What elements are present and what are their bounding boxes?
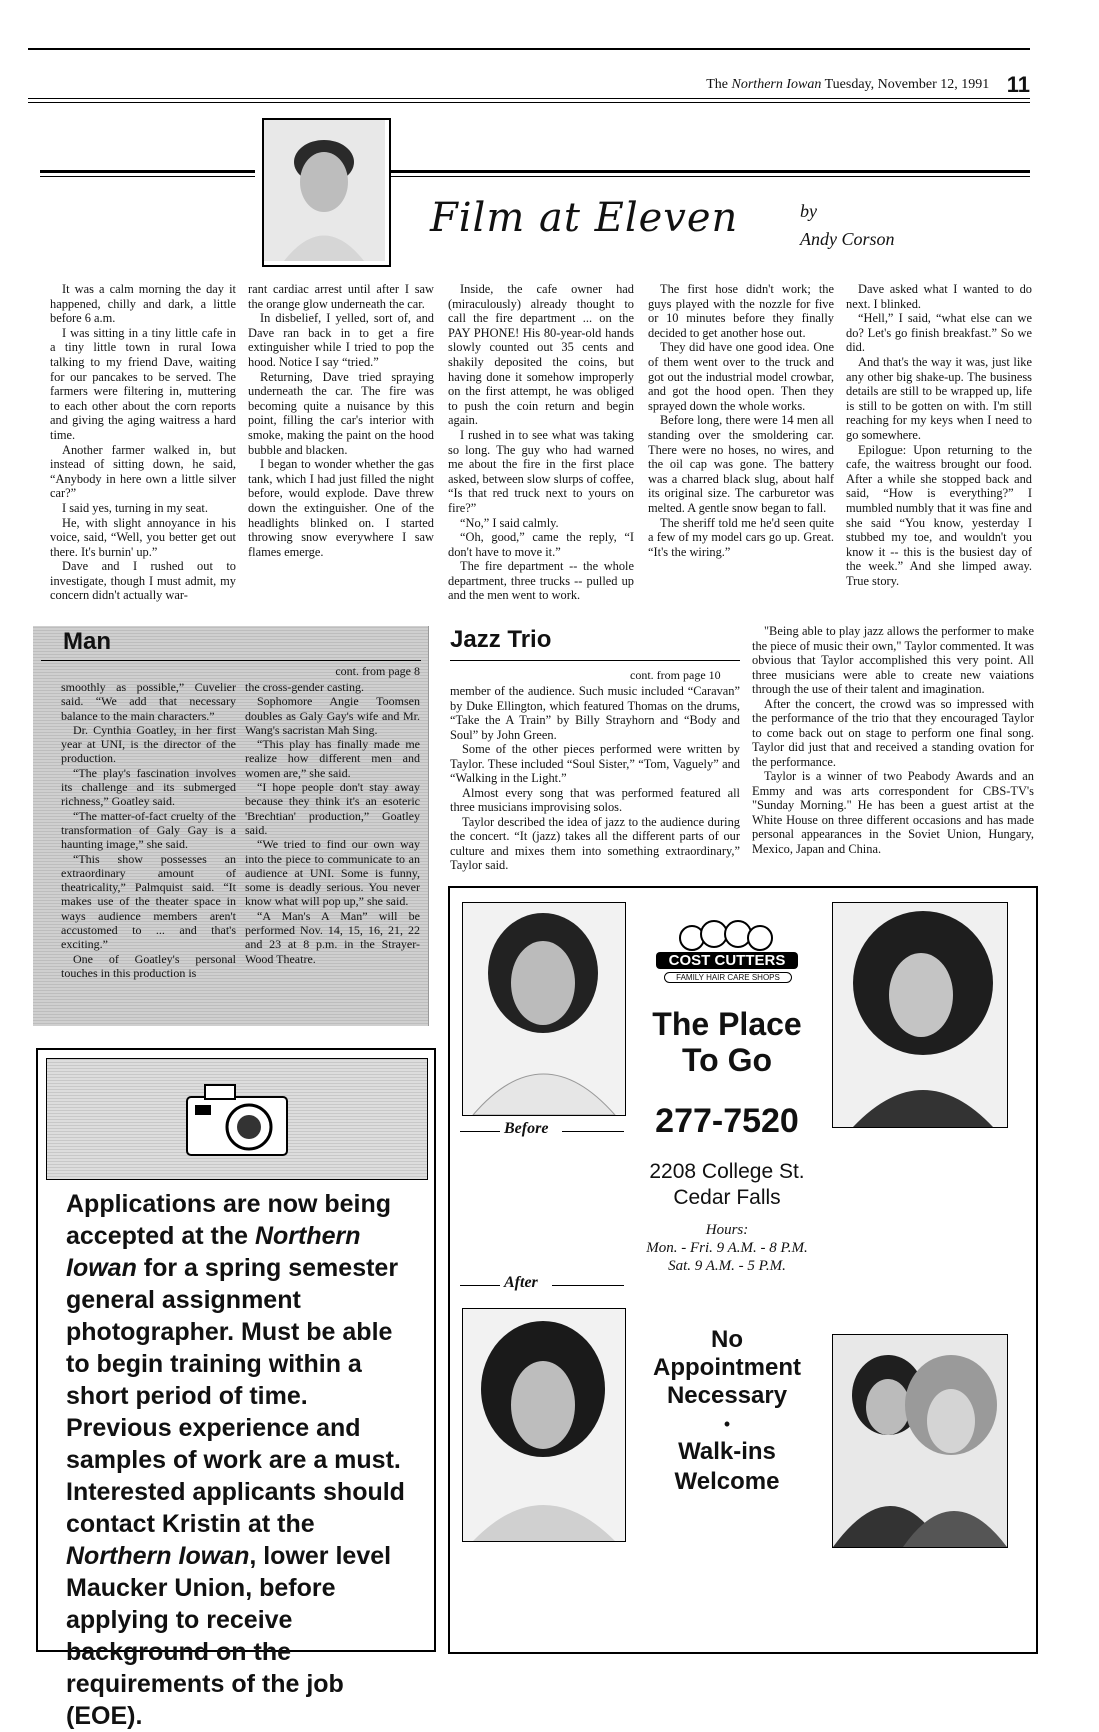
paragraph: Before long, there were 14 men all standing over the smoldering car. There were no hoses, no wires, and the oil cap was gone. The battery was a charred black slug, about half its original size. The carburetor was melted. A gentle snow began to fall. bbox=[648, 413, 834, 515]
jazz-column-1 bbox=[450, 684, 740, 873]
bullet: • bbox=[723, 1414, 731, 1434]
brand-name: COST CUTTERS bbox=[656, 952, 798, 969]
paragraph: In disbelief, I yelled, sort of, and Dave ran back in to get a fire extinguisher while I tried to pop the hood. Notice I say “tried.” bbox=[248, 311, 434, 369]
paragraph: The first hose didn't work; the guys played with the nozzle for five or 10 minutes before they finally decided to get another hose out. bbox=[648, 282, 834, 340]
top-rule bbox=[28, 48, 1030, 50]
models-photo-bottom bbox=[832, 1334, 1008, 1548]
after-rule-2 bbox=[552, 1285, 624, 1286]
paragraph: Sophomore Angie Toomsen doubles as Galy Gay's wife and Mr. Wang's sacristan Mah Sing. bbox=[245, 694, 420, 737]
before-photo bbox=[462, 902, 626, 1116]
no-appointment-2: Appointment bbox=[653, 1354, 801, 1381]
ad-paper-name: Northern Iowan bbox=[66, 1222, 361, 1282]
man-title-rule bbox=[41, 660, 421, 661]
man-cont-note: cont. from page 8 bbox=[335, 664, 420, 678]
address-line-2: Cedar Falls bbox=[673, 1186, 781, 1209]
hours-label: Hours: bbox=[705, 1222, 749, 1238]
byline-author: Andy Corson bbox=[800, 229, 895, 249]
paragraph: They did have one good idea. One of them went over to the truck and got out the industrial model crowbar, and got the hood open. Then they sprayed down the whole works. bbox=[648, 340, 834, 413]
paragraph: I was sitting in a tiny little cafe in a tiny little town in rural Iowa talking to my friend Dave, waiting for our pancakes to be served. The farmers were filtering in, muttering to each other about the corn reports and giving the aging waitress a hard time. bbox=[50, 325, 236, 442]
cost-cutters-logo bbox=[652, 918, 802, 986]
paragraph: “No,” I said calmly. bbox=[460, 515, 559, 530]
cost-cutters-ad bbox=[448, 886, 1038, 1654]
title-rule-left bbox=[40, 170, 255, 173]
after-portrait-graphic bbox=[463, 1309, 625, 1541]
after-rule bbox=[460, 1285, 500, 1286]
film-column-2 bbox=[248, 282, 434, 559]
paragraph: “The play's fascination involves its challenge and its submerged richness,” Goatley said. bbox=[61, 765, 236, 809]
phone-number: 277-7520 bbox=[655, 1102, 799, 1140]
hours-saturday: Sat. 9 A.M. - 5 P.M. bbox=[668, 1258, 786, 1274]
author-photo bbox=[262, 118, 391, 267]
walk-ins-1: Walk-ins bbox=[678, 1438, 776, 1465]
after-label: After bbox=[504, 1274, 538, 1291]
paragraph: “Oh, good,” came the reply, “I don't have to move it.” bbox=[448, 530, 634, 559]
paragraph: I rushed in to see what was taking so long. The guy who had warned me about the fire in the first place asked, between slow slurps of coffee, “Is that red truck next to yours on fire?” bbox=[448, 427, 634, 515]
paragraph: I began to wonder whether the gas tank, which I had just filled the night before, would explode. Dave threw down the extinguisher. One of the headlights blinked on. I started throwing snow everywhere I saw flames emerge. bbox=[248, 457, 434, 559]
before-portrait-graphic bbox=[463, 903, 625, 1115]
paragraph: Inside, the cafe owner had (miraculously) already thought to call the fire department ... on the PAY PHONE! His 80-year-old hands slowly counted out 35 cents and shakily deposited the coins, but having done it somehow improperly on the first attempt, he was obliged to push the coin return and begin again. bbox=[448, 282, 634, 428]
camera-icon bbox=[177, 1075, 297, 1165]
paragraph: I said yes, turning in my seat. bbox=[62, 500, 208, 515]
page-number: 11 bbox=[1006, 72, 1030, 97]
models-portrait-graphic bbox=[833, 1335, 1007, 1547]
ad-paper-name: Northern Iowan bbox=[66, 1542, 250, 1570]
page-header bbox=[0, 72, 1030, 98]
paragraph: Returning, Dave tried spraying underneath the car. The fire was becoming quite a nuisance by this point, filling the car's interior with smoke, making the paint on the hood bubble and blacken. bbox=[248, 369, 434, 457]
byline-by: by bbox=[800, 201, 817, 221]
paragraph: Dave and I rushed out to investigate, though I must admit, my concern didn't actually war- bbox=[50, 559, 236, 603]
column-title: Film at Eleven bbox=[430, 195, 739, 241]
paragraph: Some of the other pieces performed were written by Taylor. These included “Soul Sister,” “Tom, Vaguely” and “Walking in the Light.” bbox=[450, 742, 740, 785]
paragraph: The sheriff told me he'd seen quite a few of my model cars go up. Great. “It's the wiring.” bbox=[648, 515, 834, 559]
before-rule-2 bbox=[562, 1131, 624, 1132]
address-line-1: 2208 College St. bbox=[649, 1160, 805, 1183]
paragraph: “Hell,” I said, “what else can we do? Let's go finish breakfast.” So we did. bbox=[846, 311, 1032, 355]
paragraph: He, with slight annoyance in his voice, said, “Well, you better get out there. It's burnin' up.” bbox=[50, 515, 236, 559]
header-rule-1 bbox=[28, 98, 1030, 99]
film-column-3 bbox=[448, 282, 634, 603]
paragraph: It was a calm morning the day it happened, chilly and dark, a little before 6 a.m. bbox=[50, 282, 236, 326]
ad-text: for a spring semester general assignment photographer. Must be able to begin training within a short period of time. Previous experience and samples of work are a must. Interested applicants should contact Kristin at the bbox=[66, 1254, 405, 1538]
paragraph: “I hope people don't stay away because they think it's an esoteric 'Brechtian' production,” Goatley said. bbox=[245, 780, 420, 837]
paragraph: One of Goatley's personal touches in this production is bbox=[61, 951, 236, 980]
no-appointment-3: Necessary bbox=[666, 1382, 788, 1409]
paragraph: rant cardiac arrest until after I saw the orange glow underneath the car. bbox=[248, 282, 434, 311]
jazz-cont-note: cont. from page 10 bbox=[630, 668, 721, 682]
paragraph: And that's the way it was, just like any other big shake-up. The business details are still to be wrapped up, life is still to be gotten on with. I'm still reaching for my keys when I need to go somewhere. bbox=[846, 354, 1032, 442]
photographer-ad-text bbox=[66, 1188, 416, 1732]
paragraph: The fire department -- the whole department, three trucks -- pulled up and the men went to work. bbox=[448, 559, 634, 603]
brand-sub: FAMILY HAIR CARE SHOPS bbox=[664, 972, 792, 983]
title-rule-right bbox=[390, 170, 1030, 173]
paragraph: Epilogue: Upon returning to the cafe, the waitress brought our food. After a while she stopped back and said, “How is everything?” I mumbled numbly that it was fine and she said “You know, yesterday I stubbed my toe, and wouldn't you know it -- this is the busiest day of the week.” And she limped away. True story. bbox=[846, 442, 1032, 588]
man-story-box bbox=[33, 626, 429, 1026]
paragraph: “The matter-of-fact cruelty of the transformation of Galy Gay is a haunting image,” she said. bbox=[61, 808, 236, 852]
paragraph: Almost every song that was performed featured all three musicians improvising solos. bbox=[450, 785, 740, 814]
before-label: Before bbox=[504, 1120, 549, 1137]
paragraph: “This play has finally made me realize how different men and women are,” she said. bbox=[245, 737, 420, 780]
paragraph: "Being able to play jazz allows the performer to make the piece of music their own," Taylor commented. It was obvious that Taylor accomplished this very point. All three musicians were able to create new vaiations through the use of their talent and imagination. bbox=[752, 624, 1034, 696]
paragraph: Taylor is a winner of two Peabody Awards and an Emmy and was arts correspondent for CBS-TV's "Sunday Morning." He has been a guest artist at the White House on three different occasions and has made personal appearances in the Soviet Union, Hungary, Mexico, Japan and China. bbox=[752, 769, 1034, 856]
jazz-title: Jazz Trio bbox=[450, 626, 552, 653]
headline-2: To Go bbox=[681, 1042, 773, 1078]
before-rule bbox=[460, 1131, 500, 1132]
camera-banner bbox=[46, 1058, 428, 1180]
man-story-title: Man bbox=[63, 628, 111, 655]
paragraph: Taylor described the idea of jazz to the audience during the concert. “It (jazz) takes all the different parts of our culture and mixes them into something extraordinary,” Taylor said. bbox=[450, 814, 740, 872]
jazz-title-rule bbox=[450, 660, 740, 661]
paragraph: Dr. Cynthia Goatley, in her first year at UNI, is the director of the production. bbox=[61, 722, 236, 766]
paragraph: Another farmer walked in, but instead of sitting down, he said, “Anybody in here own a little silver car?” bbox=[50, 442, 236, 501]
headline-1: The Place bbox=[652, 1006, 802, 1042]
model-portrait-graphic bbox=[833, 903, 1007, 1127]
film-column-5 bbox=[846, 282, 1032, 588]
title-rule-right-2 bbox=[390, 176, 1030, 177]
paragraph: smoothly as possible,” Cuvelier said. “We add that necessary balance to the main characters.” bbox=[61, 680, 236, 723]
jazz-column-2 bbox=[752, 624, 1034, 856]
paragraph: the cross-gender casting. bbox=[245, 680, 364, 694]
paragraph: member of the audience. Such music included “Caravan” by Duke Ellington, which featured Thomas on the drums, “Take the A Train” by Billy Strayhorn and “Body and Soul” by John Green. bbox=[450, 684, 740, 742]
author-portrait-graphic bbox=[264, 120, 385, 261]
title-rule-left-2 bbox=[40, 176, 255, 177]
man-column-1 bbox=[61, 680, 236, 980]
paragraph: “This show possesses an extraordinary amount of theatricality,” Palmquist said. “It makes use of the theater space in ways audience members aren't accustomed to ... and that's exciting.” bbox=[61, 851, 236, 952]
photographer-ad bbox=[36, 1048, 436, 1730]
walk-ins-2: Welcome bbox=[674, 1468, 780, 1495]
hours-weekday: Mon. - Fri. 9 A.M. - 8 P.M. bbox=[646, 1240, 808, 1256]
header-rule-2 bbox=[28, 102, 1030, 103]
paragraph: After the concert, the crowd was so impressed with the performance of the trio that they encouraged Taylor to come back out on stage to perform one final song. Taylor did just that and received a standing ovation for the performance. bbox=[752, 696, 1034, 769]
paragraph: “We tried to find our own way into the piece to communicate to an audience at UNI. Some is funny, some is deadly serious. You never know what will pop up,” she said. bbox=[245, 837, 420, 909]
man-column-2 bbox=[245, 680, 420, 966]
after-photo bbox=[462, 1308, 626, 1542]
paragraph: Dave asked what I wanted to do next. I blinked. bbox=[846, 282, 1032, 311]
header-date: Tuesday, November 12, 1991 bbox=[824, 77, 990, 93]
ad-text: , lower level Maucker Union, before applying to receive background on the requirements of the job (EOE). bbox=[66, 1542, 392, 1730]
film-column-1 bbox=[50, 282, 236, 603]
film-column-4 bbox=[648, 282, 834, 559]
model-photo-right bbox=[832, 902, 1008, 1128]
header-prefix: The bbox=[706, 77, 729, 93]
paragraph: “A Man's A Man” will be performed Nov. 14, 15, 16, 21, 22 and 23 at 8 p.m. in the Strayer-Wood Theatre. bbox=[245, 908, 420, 966]
header-paper-name: Northern Iowan bbox=[731, 77, 822, 93]
ad-text: Applications are now being accepted at the bbox=[66, 1190, 392, 1250]
no-appointment-1: No bbox=[711, 1326, 743, 1353]
